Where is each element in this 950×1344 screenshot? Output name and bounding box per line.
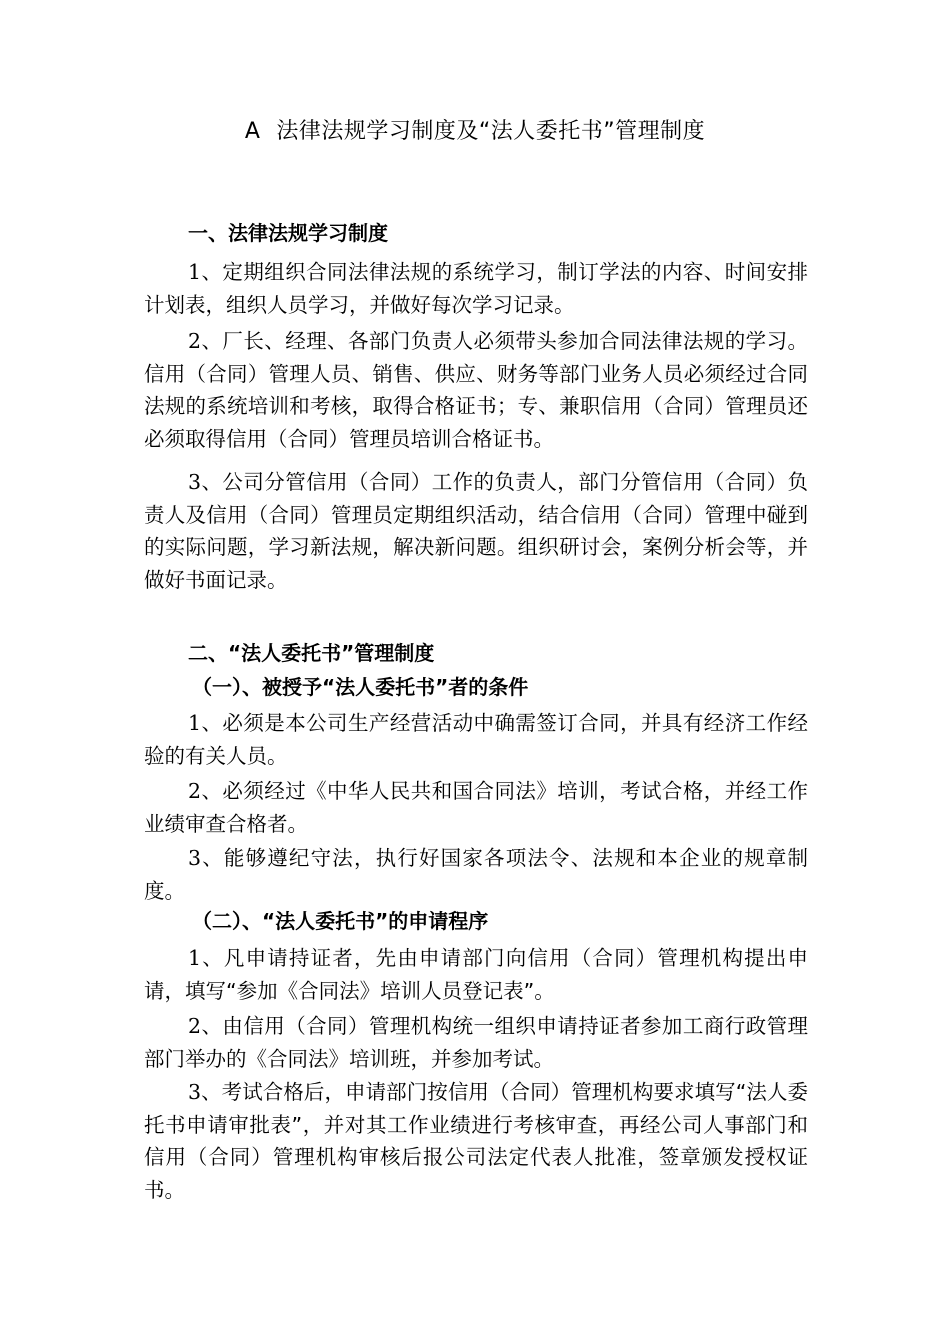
section-2-sub-1-item-2 [144, 775, 808, 840]
section-2-sub-1-item-3 [144, 842, 808, 907]
item-text: 、定期组织合同法律法规的系统学习，制订学法的内容、时间安排计划表，组织人员学习，并做好每次学习记录。 [144, 260, 808, 317]
item-text: 、由信用（合同）管理机构统一组织申请持证者参加工商行政管理部门举办的《合同法》培训班，并参加考试。 [144, 1014, 808, 1071]
item-number: 3 [188, 1080, 202, 1104]
item-text: 、考试合格后，申请部门按信用（合同）管理机构要求填写“法人委托书申请审批表”，并对其工作业绩进行考核审查，再经公司人事部门和信用（合同）管理机构审核后报公司法定代表人批准，签章颁发授权证书。 [144, 1080, 808, 1202]
document-title [0, 116, 950, 148]
item-text: 、厂长、经理、各部门负责人必须带头参加合同法律法规的学习。信用（合同）管理人员、销售、供应、财务等部门业务人员必须经过合同法规的系统培训和考核，取得合格证书；专、兼职信用（合同）管理员还必须取得信用（合同）管理员培训合格证书。 [144, 329, 808, 451]
section-1-item-2 [144, 325, 808, 455]
section-1-item-3 [144, 466, 808, 596]
section-1-heading: 一、法律法规学习制度 [188, 221, 388, 245]
title-prefix: A [244, 119, 261, 144]
item-number: 1 [188, 711, 202, 735]
item-number: 2 [188, 779, 202, 803]
section-2-sub-2-item-2 [144, 1010, 808, 1075]
item-text: 、凡申请持证者，先由申请部门向信用（合同）管理机构提出申请，填写“参加《合同法》培训人员登记表”。 [144, 946, 808, 1003]
section-2-sub-1-item-1 [144, 707, 808, 772]
item-number: 2 [188, 329, 202, 353]
section-2-sub-1-heading: （一）、被授予“法人委托书”者的条件 [192, 675, 529, 699]
section-2-heading: 二、“法人委托书”管理制度 [188, 641, 435, 665]
item-text: 、必须经过《中华人民共和国合同法》培训，考试合格，并经工作业绩审查合格者。 [144, 779, 808, 836]
item-number: 3 [188, 470, 202, 494]
section-2-sub-2-heading: （二）、“法人委托书”的申请程序 [192, 909, 489, 933]
section-1-item-1 [144, 256, 808, 321]
item-number: 1 [188, 260, 202, 284]
item-text: 、必须是本公司生产经营活动中确需签订合同，并具有经济工作经验的有关人员。 [144, 711, 808, 768]
item-text: 、能够遵纪守法，执行好国家各项法令、法规和本企业的规章制度。 [144, 846, 808, 903]
item-number: 3 [188, 846, 202, 870]
item-number: 1 [188, 946, 202, 970]
title-text: 法律法规学习制度及“法人委托书”管理制度 [276, 119, 706, 144]
item-text: 、公司分管信用（合同）工作的负责人，部门分管信用（合同）负责人及信用（合同）管理员定期组织活动，结合信用（合同）管理中碰到的实际问题，学习新法规，解决新问题。组织研讨会，案例分析会等，并做好书面记录。 [144, 470, 808, 592]
item-number: 2 [188, 1014, 202, 1038]
section-2-sub-2-item-1 [144, 942, 808, 1007]
section-2-sub-2-item-3 [144, 1076, 808, 1206]
